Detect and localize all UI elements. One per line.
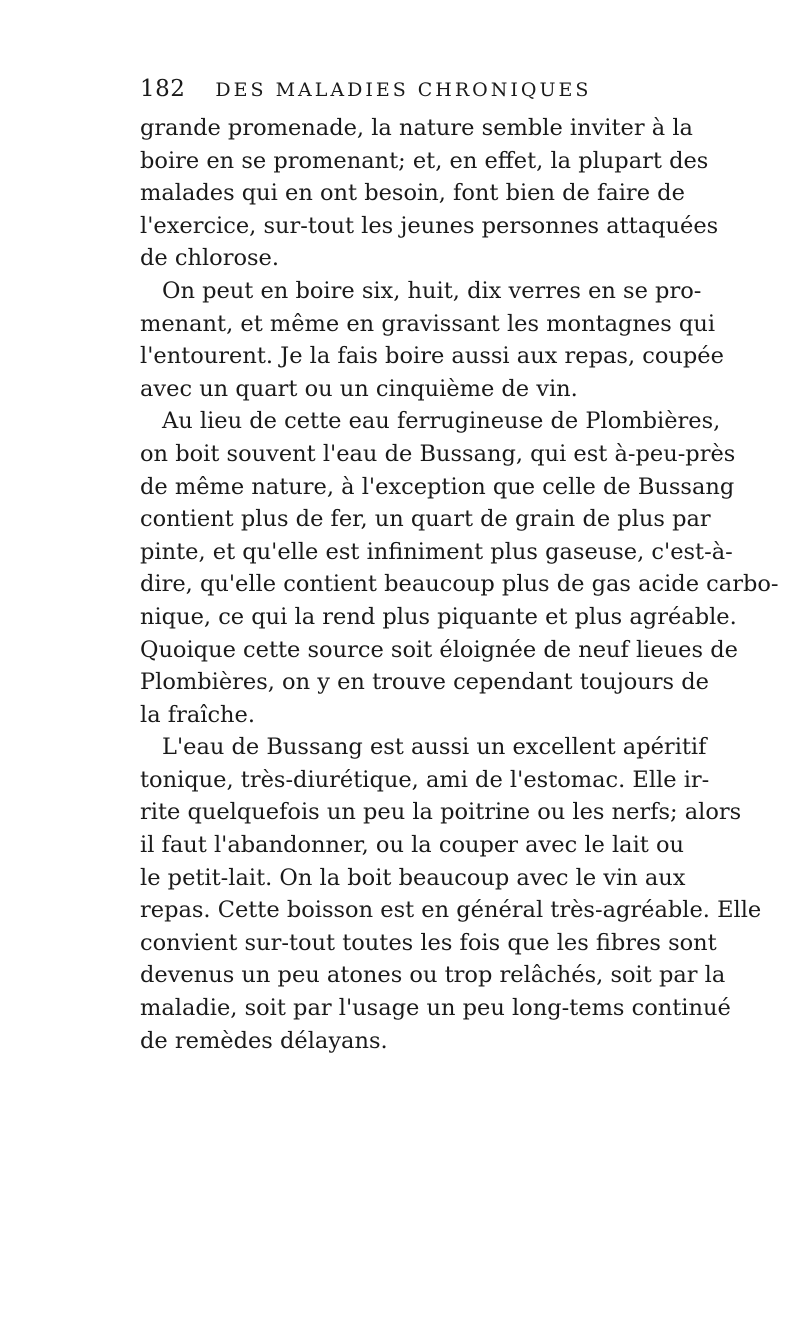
text-line: Au lieu de cette eau ferrugineuse de Plombières, [162,408,721,435]
text-line: avec un quart ou un cinquième de vin. [140,375,578,402]
text-line: rite quelquefois un peu la poitrine ou les nerfs; alors [140,799,742,826]
text-line: l'exercice, sur-tout les jeunes personnes attaquées [140,212,719,239]
text-line: repas. Cette boisson est en général très-agréable. Elle [140,897,762,924]
running-head [140,76,700,110]
text-line: grande promenade, la nature semble inviter à la [140,115,693,141]
page-number: 182 [140,76,186,102]
text-line: de remèdes délayans. [140,1027,388,1054]
text-line: nique, ce qui la rend plus piquante et plus agréable. [140,603,737,630]
text-line: contient plus de fer, un quart de grain de plus par [140,506,711,533]
text-line: le petit-lait. On la boit beaucoup avec le vin aux [140,864,686,891]
text-line: tonique, très-diurétique, ami de l'estomac. Elle ir- [140,766,710,793]
text-line: Quoique cette source soit éloignée de neuf lieues de [140,636,738,663]
text-line: de même nature, à l'exception que celle de Bussang [140,473,735,500]
text-line: malades qui en ont besoin, font bien de faire de [140,180,685,207]
text-line: On peut en boire six, huit, dix verres en se pro- [162,277,702,304]
text-line: Plombières, on y en trouve cependant toujours de [140,669,709,696]
text-line: l'entourent. Je la fais boire aussi aux repas, coupée [140,343,724,370]
text-line: menant, et même en gravissant les montagnes qui [140,310,716,337]
text-line: devenus un peu atones ou trop relâchés, soit par la [140,962,726,989]
text-line: la fraîche. [140,701,256,728]
text-line: L'eau de Bussang est aussi un excellent apéritif [162,734,707,761]
body-text [140,112,779,1057]
text-line: on boit souvent l'eau de Bussang, qui est à-peu-près [140,440,736,467]
text-line: convient sur-tout toutes les fois que les fibres sont [140,929,717,956]
text-line: dire, qu'elle contient beaucoup plus de gas acide carbo- [140,571,779,598]
text-line: il faut l'abandonner, ou la couper avec le lait ou [140,832,685,859]
text-line: de chlorose. [140,245,280,272]
text-line: pinte, et qu'elle est infiniment plus gaseuse, c'est-à- [140,538,733,565]
text-line: boire en se promenant; et, en effet, la plupart des [140,147,709,174]
text-line: maladie, soit par l'usage un peu long-tems continué [140,995,731,1022]
header-title: DES MALADIES CHRONIQUES [215,79,592,101]
